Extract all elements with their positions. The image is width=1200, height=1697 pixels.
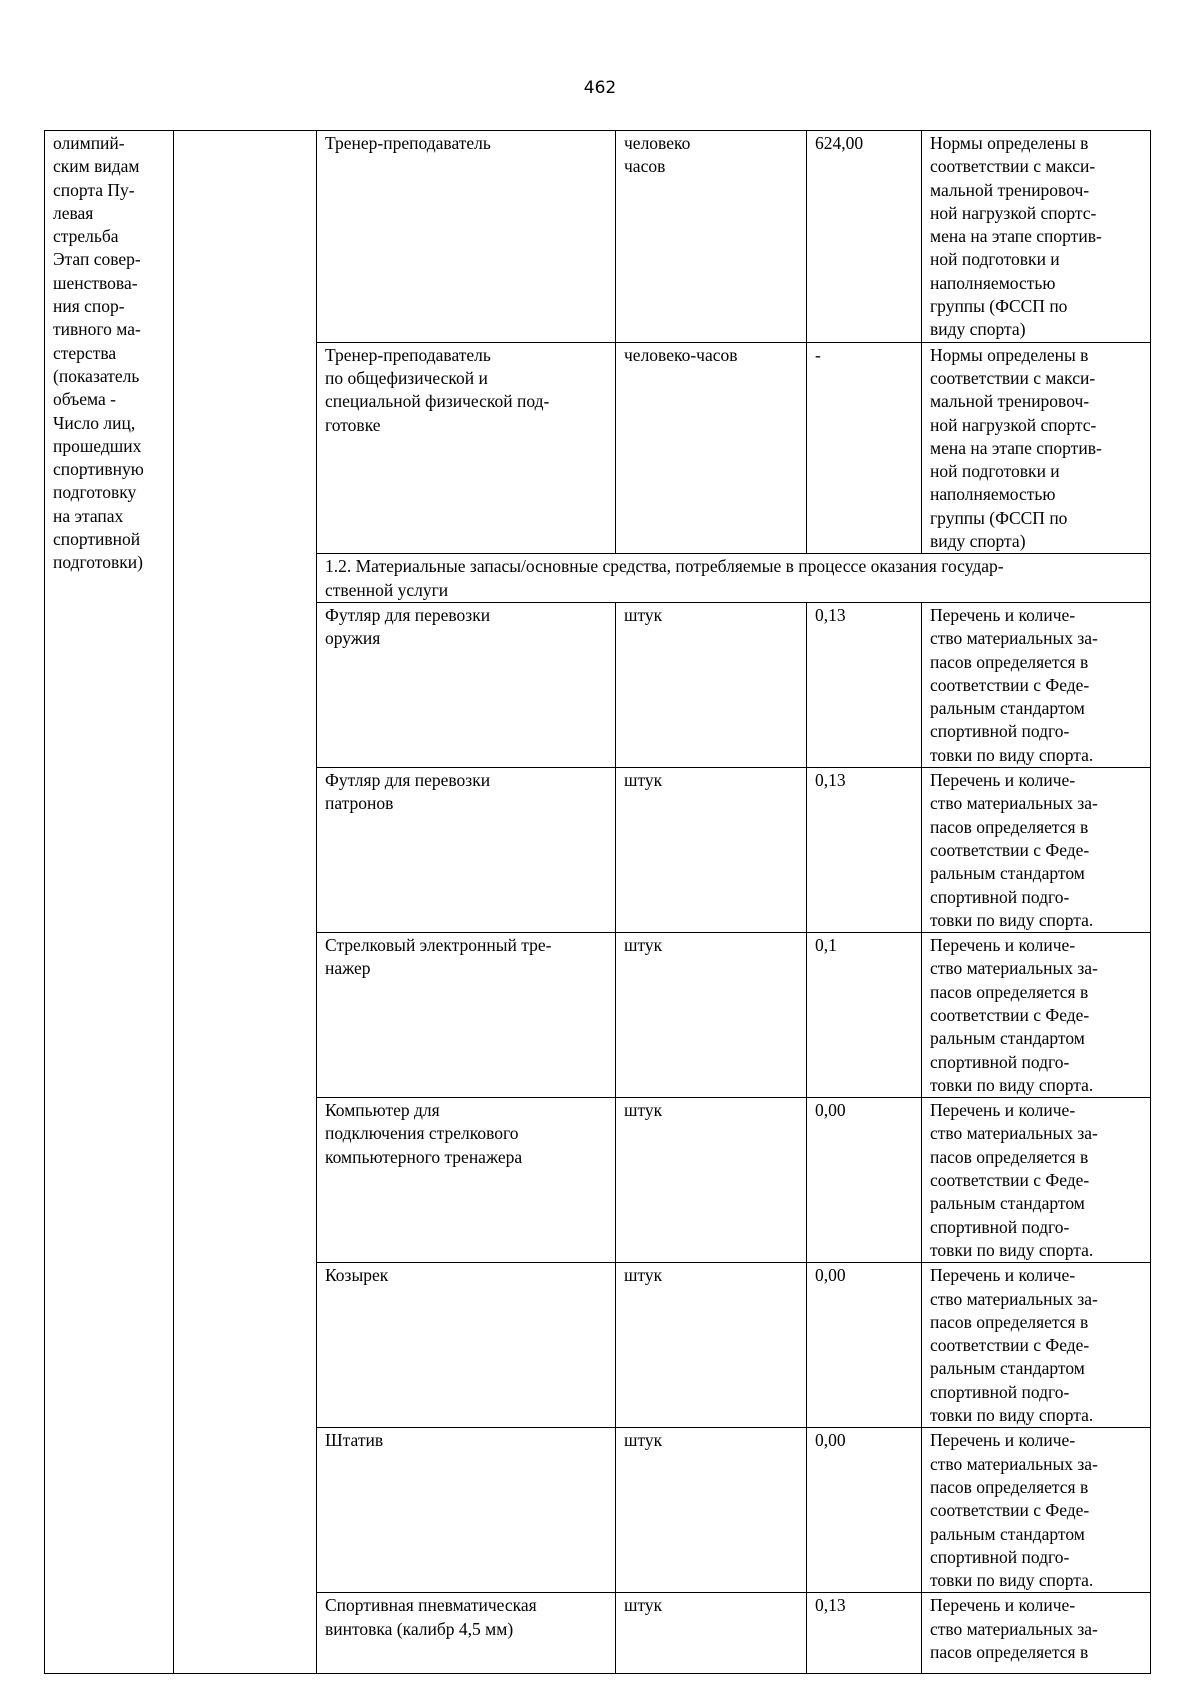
- resource-name-cell: Тренер-преподаватель по общефизической и специальной физической под- готовке: [317, 342, 616, 554]
- resource-name-cell: Футляр для перевозки оружия: [317, 602, 616, 767]
- activity-cell: олимпий- ским видам спорта Пу- левая стрельба Этап совер- шенствова- ния спор- тивного ма- стерства (показатель объема - Число лиц, прошедших спортивную подготовку на этапах спортивной подготовки): [45, 131, 174, 1674]
- value-cell: 0,00: [807, 1428, 922, 1593]
- unit-cell: штук: [616, 602, 807, 767]
- value-cell: 624,00: [807, 131, 922, 343]
- note-cell: Перечень и количе- ство материальных за- пасов определяется в: [922, 1593, 1151, 1674]
- value-cell: 0,13: [807, 1593, 922, 1674]
- note-cell: Нормы определены в соответствии с макси- мальной тренировоч- ной нагрузкой спортс- мена на этапе спортив- ной подготовки и наполняемостью группы (ФССП по виду спорта): [922, 131, 1151, 343]
- note-cell: Перечень и количе- ство материальных за- пасов определяется в соответствии с Феде- ральным стандартом спортивной подго- товки по виду спорта.: [922, 1098, 1151, 1263]
- page-number: 462: [583, 78, 617, 98]
- resource-name-cell: Компьютер для подключения стрелкового компьютерного тренажера: [317, 1098, 616, 1263]
- unit-cell: штук: [616, 768, 807, 933]
- value-cell: 0,13: [807, 602, 922, 767]
- note-cell: Перечень и количе- ство материальных за- пасов определяется в соответствии с Феде- ральным стандартом спортивной подго- товки по виду спорта.: [922, 1428, 1151, 1593]
- unit-cell: человеко часов: [616, 131, 807, 343]
- note-cell: Перечень и количе- ство материальных за- пасов определяется в соответствии с Феде- ральным стандартом спортивной подго- товки по виду спорта.: [922, 933, 1151, 1098]
- value-cell: 0,1: [807, 933, 922, 1098]
- table-row: [45, 131, 1151, 343]
- resource-name-cell: Спортивная пневматическая винтовка (калибр 4,5 мм): [317, 1593, 616, 1674]
- note-cell: Перечень и количе- ство материальных за- пасов определяется в соответствии с Феде- ральным стандартом спортивной подго- товки по виду спорта.: [922, 1263, 1151, 1428]
- note-cell: Перечень и количе- ство материальных за- пасов определяется в соответствии с Феде- ральным стандартом спортивной подго- товки по виду спорта.: [922, 602, 1151, 767]
- resource-name-cell: Стрелковый электронный тре- нажер: [317, 933, 616, 1098]
- resource-name-cell: Тренер-преподаватель: [317, 131, 616, 343]
- resource-name-cell: Штатив: [317, 1428, 616, 1593]
- note-cell: Перечень и количе- ство материальных за- пасов определяется в соответствии с Феде- ральным стандартом спортивной подго- товки по виду спорта.: [922, 768, 1151, 933]
- note-cell: Нормы определены в соответствии с макси- мальной тренировоч- ной нагрузкой спортс- мена на этапе спортив- ной подготовки и наполняемостью группы (ФССП по виду спорта): [922, 342, 1151, 554]
- unit-cell: штук: [616, 1263, 807, 1428]
- value-cell: 0,00: [807, 1263, 922, 1428]
- unit-cell: штук: [616, 933, 807, 1098]
- norms-table: [44, 130, 1151, 1674]
- unit-cell: человеко-часов: [616, 342, 807, 554]
- resource-name-cell: Козырек: [317, 1263, 616, 1428]
- resource-name-cell: Футляр для перевозки патронов: [317, 768, 616, 933]
- section-header: 1.2. Материальные запасы/основные средства, потребляемые в процессе оказания государ- ственной услуги: [317, 554, 1151, 603]
- value-cell: 0,13: [807, 768, 922, 933]
- value-cell: -: [807, 342, 922, 554]
- unit-cell: штук: [616, 1593, 807, 1674]
- value-cell: 0,00: [807, 1098, 922, 1263]
- unit-cell: штук: [616, 1098, 807, 1263]
- empty-cell: [174, 131, 317, 1674]
- unit-cell: штук: [616, 1428, 807, 1593]
